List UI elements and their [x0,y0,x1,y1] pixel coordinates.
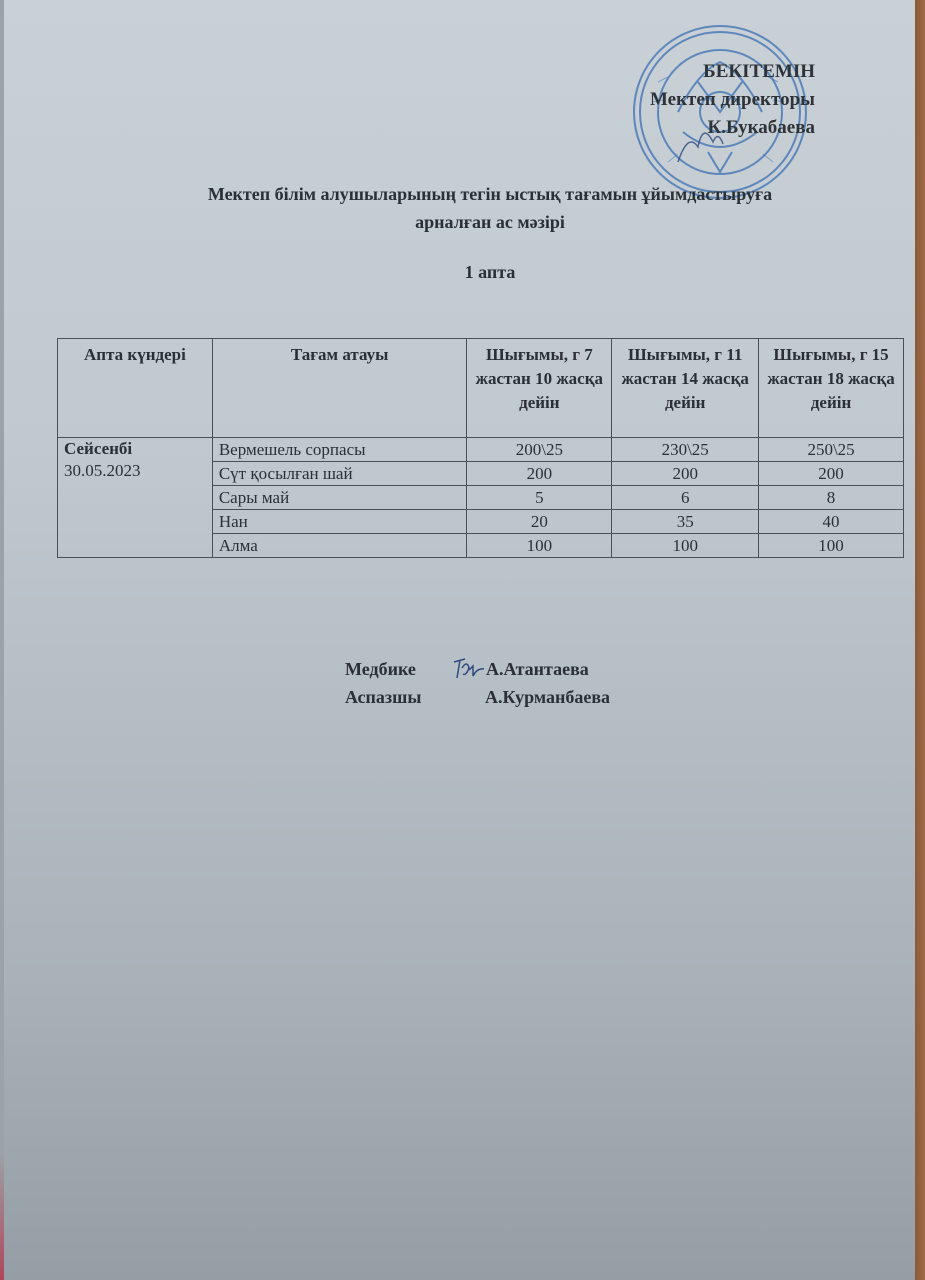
portion-cell: 100 [759,534,904,558]
header-dish-name: Тағам атауы [212,339,467,438]
portion-cell: 200 [759,462,904,486]
portion-cell: 200 [467,462,612,486]
portion-cell: 100 [612,534,759,558]
dish-cell: Нан [212,510,467,534]
portion-cell: 8 [759,486,904,510]
portion-cell: 230\25 [612,438,759,462]
approval-block [650,58,815,142]
portion-cell: 5 [467,486,612,510]
header-portion-7-10: Шығымы, г 7 жастан 10 жасқа дейін [467,339,612,438]
signatures-block [345,655,610,711]
portion-cell: 200\25 [467,438,612,462]
dish-cell: Вермешель сорпасы [212,438,467,462]
weekday-cell [58,438,213,558]
signer-row [345,655,610,683]
header-weekday: Апта күндері [58,339,213,438]
header-portion-11-14: Шығымы, г 11 жастан 14 жасқа дейін [612,339,759,438]
signer-name: А.Атантаева [486,659,589,679]
portion-cell: 20 [467,510,612,534]
header-portion-15-18: Шығымы, г 15 жастан 18 жасқа дейін [759,339,904,438]
portion-cell: 100 [467,534,612,558]
week-label: 1 апта [464,262,516,282]
background-edge-right [915,0,925,1280]
signer-role: Медбике [345,659,416,679]
approval-name: К.Букабаева [707,117,815,138]
weekday-date: 30.05.2023 [64,461,141,480]
portion-cell: 40 [759,510,904,534]
portion-cell: 6 [612,486,759,510]
title-line-2: арналған ас мәзірі [415,212,565,232]
menu-table [57,338,904,558]
signer-name: А.Курманбаева [485,687,611,707]
signer-role: Аспазшы [345,687,422,707]
signer-row [345,683,610,711]
table-header-row [58,339,904,438]
dish-cell: Алма [212,534,467,558]
title-line-1: Мектеп білім алушыларының тегін ыстық тағамын ұйымдастыруға [207,184,773,204]
dish-cell: Сүт қосылған шай [212,462,467,486]
portion-cell: 250\25 [759,438,904,462]
document-title [100,180,880,236]
dish-cell: Сары май [212,486,467,510]
weekday-name: Сейсенбі [64,439,133,458]
approval-heading: БЕКІТЕМІН [703,61,815,82]
table-row [58,438,904,462]
portion-cell: 200 [612,462,759,486]
approval-position: Мектеп директоры [649,89,815,110]
portion-cell: 35 [612,510,759,534]
signature-icon [451,656,486,682]
